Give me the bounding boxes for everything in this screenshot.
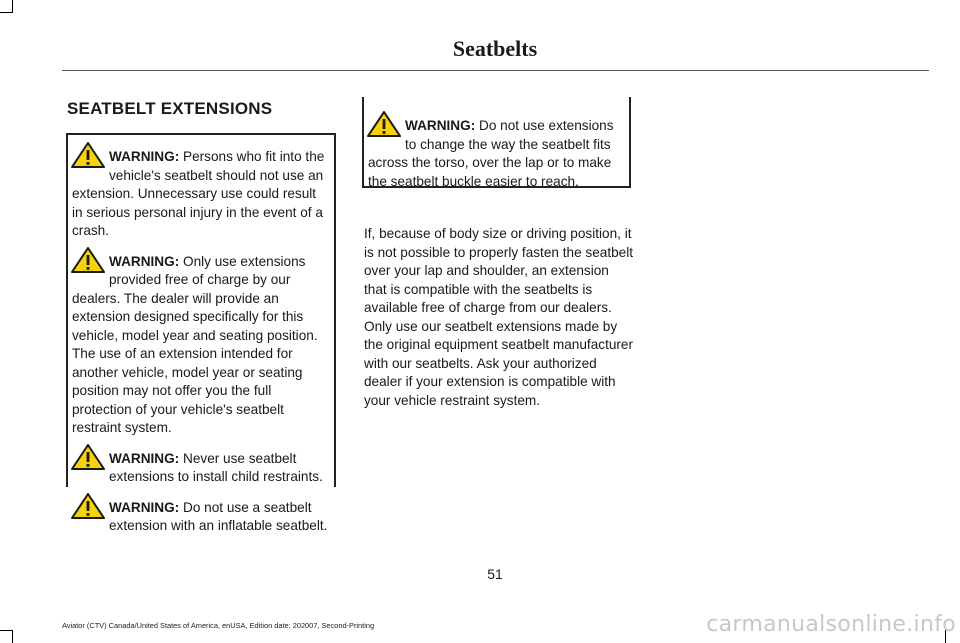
crop-mark xyxy=(0,12,13,13)
warning-item xyxy=(72,148,330,241)
warning-item xyxy=(72,253,330,438)
warning-label: WARNING: xyxy=(109,499,180,515)
header-divider xyxy=(62,70,929,71)
warning-box-right xyxy=(362,97,631,188)
warning-triangle-icon xyxy=(367,111,401,137)
warning-label: WARNING: xyxy=(405,118,476,133)
warning-text: Never use seatbelt extensions to install child restraints. xyxy=(109,450,323,484)
page-number: 51 xyxy=(487,566,503,582)
warning-label: WARNING: xyxy=(109,450,180,466)
warning-item xyxy=(72,499,330,536)
warning-text: Persons who fit into the vehicle's seatbelt should not use an extension. Unnecessary use could result in serious personal injury in the event of a crash. xyxy=(72,149,325,238)
warning-box-left xyxy=(66,133,336,533)
crop-mark xyxy=(12,630,13,643)
warning-text: Do not use a seatbelt extension with an inflatable seatbelt. xyxy=(109,499,328,533)
warning-text: Only use extensions provided free of charge by our dealers. The dealer will provide an extension designed specifically for this vehicle, model year and seating position. The use of an extension intended for another vehicle, model year or seating position may not offer you the full protection of your vehicle's seatbelt restraint system. xyxy=(72,253,318,435)
body-paragraph: If, because of body size or driving position, it is not possible to properly fasten the seatbelt over your lap and shoulder, an extension that is compatible with the seatbelts is available free of charge from our dealers. Only use our seatbelt extensions made by the original equipment seatbelt manufacturer with our seatbelts. Ask your authorized dealer if your extension is compatible with your vehicle restraint system. xyxy=(364,226,634,408)
watermark: carmanualsonline.info xyxy=(706,612,956,637)
section-heading: SEATBELT EXTENSIONS xyxy=(67,99,273,118)
warning-triangle-icon xyxy=(71,444,105,470)
crop-mark xyxy=(0,630,13,631)
warning-triangle-icon xyxy=(71,493,105,519)
warning-label: WARNING: xyxy=(109,253,180,269)
edition-footer: Aviator (CTV) Canada/United States of America, enUSA, Edition date: 202007, Second-Printing xyxy=(62,621,375,630)
warning-item xyxy=(368,117,625,191)
page-header-title: Seatbelts xyxy=(452,36,538,61)
warning-triangle-icon xyxy=(71,247,105,273)
warning-label: WARNING: xyxy=(109,149,180,164)
warning-text: Do not use extensions to change the way the seatbelt fits across the torso, over the lap or to make the seatbelt buckle easier to reach. xyxy=(368,118,614,189)
warning-triangle-icon xyxy=(71,142,105,168)
warning-item xyxy=(72,450,330,487)
